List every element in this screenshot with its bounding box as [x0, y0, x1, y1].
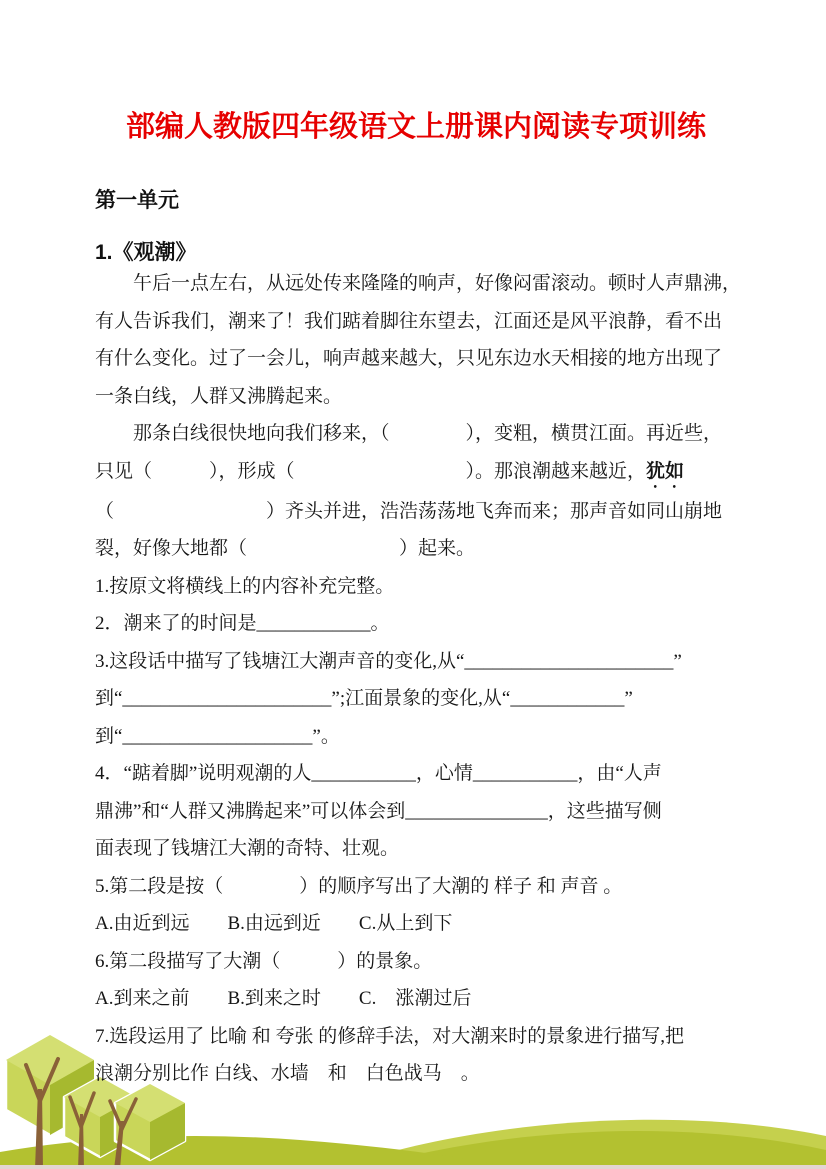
passage-line — [95, 453, 737, 493]
lesson-heading: 1.《观潮》 — [95, 241, 197, 264]
unit-heading: 第一单元 — [95, 189, 179, 212]
question-4-line-1: 4．“踮着脚”说明观潮的人___________，心情___________，由“人声 — [95, 763, 662, 784]
question-7-line-1: 7.选段运用了 比喻 和 夸张 的修辞手法，对大潮来时的景象进行描写,把 — [95, 1025, 685, 1047]
passage-line: 有什么变化。过了一会儿，响声越来越大，只见东边水天相接的地方出现了 — [95, 348, 723, 369]
passage-line: 那条白线很快地向我们移来，（ ），变粗，横贯江面。再近些， — [133, 423, 723, 444]
passage-line: 午后一点左右，从远处传来隆隆的响声，好像闷雷滚动。顿时人声鼎沸， — [133, 273, 742, 294]
question-5: 5.第二段是按（ ）的顺序写出了大潮的 样子 和 声音 。 — [95, 875, 623, 897]
question-3-line-1: 3.这段话中描写了钱塘江大潮声音的变化,从“______________________” — [95, 650, 682, 672]
question-2: 2．潮来了的时间是____________。 — [95, 613, 390, 634]
passage-line: 有人告诉我们，潮来了！我们踮着脚往东望去，江面还是风平浪静，看不出 — [95, 310, 723, 332]
passage-line: （ ）齐头并进，浩浩荡荡地飞奔而来；那声音如同山崩地 — [95, 500, 723, 522]
question-list — [95, 568, 737, 1093]
question-4-line-3: 面表现了钱塘江大潮的奇特、壮观。 — [95, 838, 400, 859]
question-3-line-2: 到“______________________”;江面景象的变化,从“____________” — [95, 688, 633, 709]
question-3-line-3: 到“____________________”。 — [95, 725, 340, 747]
question-1: 1.按原文将横线上的内容补充完整。 — [95, 575, 395, 597]
passage-line: 一条白线，人群又沸腾起来。 — [95, 385, 343, 407]
worksheet-content — [95, 0, 742, 1093]
page-bottom-strip — [0, 1165, 826, 1169]
question-7-line-2: 浪潮分别比作 白线、水墙 和 白色战马 。 — [95, 1063, 480, 1084]
question-4-line-2: 鼎沸”和“人群又沸腾起来”可以体会到_______________，这些描写侧 — [95, 800, 662, 822]
passage-line: 裂，好像大地都（ ）起来。 — [95, 538, 476, 559]
question-6: 6.第二段描写了大潮（ ）的景象。 — [95, 950, 433, 972]
reading-passage — [95, 265, 742, 568]
passage-emphasis-word: 犹如 — [646, 460, 685, 482]
passage-text: 只见（ ），形成（ ）。那浪潮越来越近， — [95, 460, 647, 482]
question-6-options: A.到来之前 B.到来之时 C. 涨潮过后 — [95, 988, 472, 1009]
question-5-options: A.由近到远 B.由远到近 C.从上到下 — [95, 913, 453, 934]
document-title: 部编人教版四年级语文上册课内阅读专项训练 — [125, 111, 706, 143]
